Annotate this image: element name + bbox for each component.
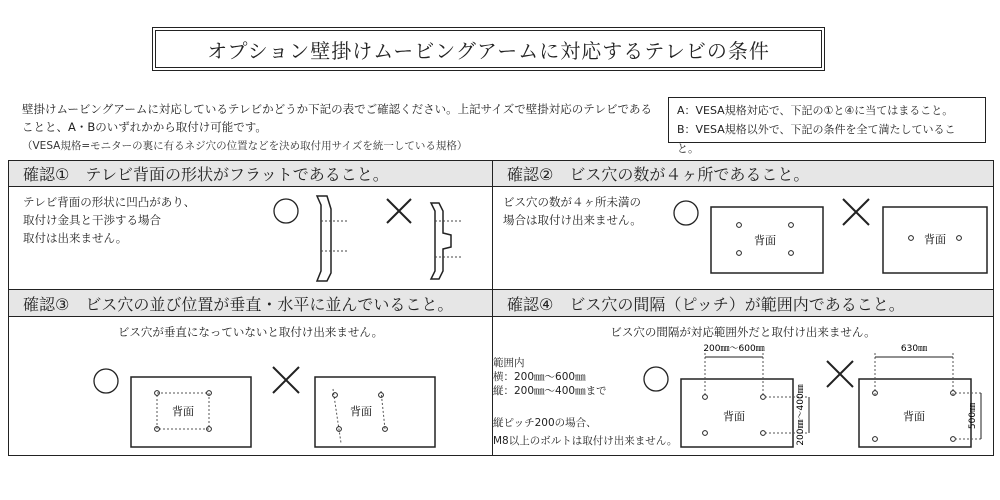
section-3-heading [9, 290, 492, 317]
dimension-label-horizontal: 200㎜～600㎜ [703, 344, 765, 354]
section-2-text-line: 場合は取付け出来ません。 [503, 213, 642, 227]
screw-hole-icon [737, 223, 742, 228]
flat-tv-profile-icon [317, 196, 331, 281]
screw-hole-icon [957, 236, 962, 241]
bolt-note-line: 縦ピッチ200の場合、 [493, 417, 597, 429]
section-2-heading [493, 161, 993, 187]
vesa-note: （VESA規格=モニターの裏に有るネジ穴の位置などを決め取付用サイズを統一している規格） [22, 140, 468, 152]
back-label: 背面 [172, 405, 194, 418]
dimension-label-vertical: 200㎜～400㎜ [796, 384, 806, 446]
range-vertical: 縦：200㎜～400㎜まで [493, 385, 607, 397]
section-3-heading-text: 確認③ ビス穴の並び位置が垂直・水平に並んでいること。 [23, 294, 454, 314]
section-4-heading-text: 確認④ ビス穴の間隔（ピッチ）が範囲内であること。 [507, 294, 905, 314]
page-title [155, 30, 822, 68]
section-4-text [493, 323, 993, 341]
uneven-tv-profile-icon [431, 203, 451, 279]
section-2-heading-text: 確認② ビス穴の数が４ヶ所であること。 [507, 165, 810, 184]
condition-a: A：VESA規格対応で、下記の①と④に当てはまること。 [677, 104, 954, 117]
ok-circle-icon [644, 367, 668, 391]
screw-hole-icon [703, 431, 708, 436]
intro-text [22, 100, 662, 136]
section-3-text [9, 323, 492, 341]
screw-hole-icon [703, 395, 708, 400]
conditions-box [668, 97, 986, 155]
screw-hole-icon [789, 251, 794, 256]
screw-hole-icon [951, 437, 956, 442]
section-2-text-line: ビス穴の数が４ヶ所未満の [503, 195, 641, 209]
screw-hole-icon [737, 251, 742, 256]
screw-hole-icon [909, 236, 914, 241]
range-horizontal: 横：200㎜～600㎜ [493, 371, 586, 383]
section-3-illustration [79, 363, 479, 451]
section-4-text-line: ビス穴の間隔が対応範囲外だと取付け出来ません。 [610, 325, 876, 339]
screw-hole-icon [333, 393, 338, 398]
section-1-text [23, 193, 195, 247]
tv-back-panel [315, 377, 435, 447]
dimension-label-horizontal: 630㎜ [900, 344, 928, 354]
page-title-text: オプション壁掛けムービングアームに対応するテレビの条件 [207, 38, 770, 63]
screw-hole-icon [761, 395, 766, 400]
screw-hole-icon [789, 223, 794, 228]
dimension-label-vertical: 500㎜ [968, 402, 978, 430]
section-4-illustration [629, 341, 991, 453]
section-1-illustration [259, 191, 479, 286]
bolt-note-line: M8以上のボルトは取付け出来ません。 [493, 435, 678, 447]
back-label: 背面 [903, 410, 925, 423]
section-3-text-line: ビス穴が垂直になっていないと取付け出来ません。 [117, 325, 384, 339]
screw-hole-icon [873, 437, 878, 442]
section-2-text [503, 193, 642, 229]
back-label: 背面 [924, 233, 946, 246]
range-info [493, 356, 607, 398]
back-label: 背面 [723, 410, 745, 423]
condition-b: B：VESA規格以外で、下記の条件を全て満たしていること。 [677, 123, 956, 155]
screw-hole-icon [761, 431, 766, 436]
ok-circle-icon [94, 369, 118, 393]
section-1-heading-text: 確認① テレビ背面の形状がフラットであること。 [23, 165, 389, 184]
intro-line-2: ことと、A・Bのいずれかから取付け可能です。 [22, 120, 267, 134]
section-1-heading [9, 161, 492, 187]
section-1-text-line: テレビ背面の形状に凹凸があり、 [23, 195, 196, 209]
ok-circle-icon [274, 199, 298, 223]
back-label: 背面 [350, 405, 372, 418]
ok-circle-icon [674, 201, 698, 225]
section-4-heading [493, 290, 993, 317]
checklist-grid [8, 160, 994, 456]
back-label: 背面 [754, 234, 776, 247]
section-1-text-line: 取付は出来ません。 [23, 231, 128, 245]
range-title: 範囲内 [493, 357, 525, 369]
screw-hole-icon [379, 393, 384, 398]
section-2-illustration [659, 195, 989, 285]
section-1-text-line: 取付け金具と干渉する場合 [23, 213, 161, 227]
intro-line-1: 壁掛けムービングアームに対応しているテレビかどうか下記の表でご確認ください。上記サイズで壁掛対応のテレビである [22, 102, 652, 116]
